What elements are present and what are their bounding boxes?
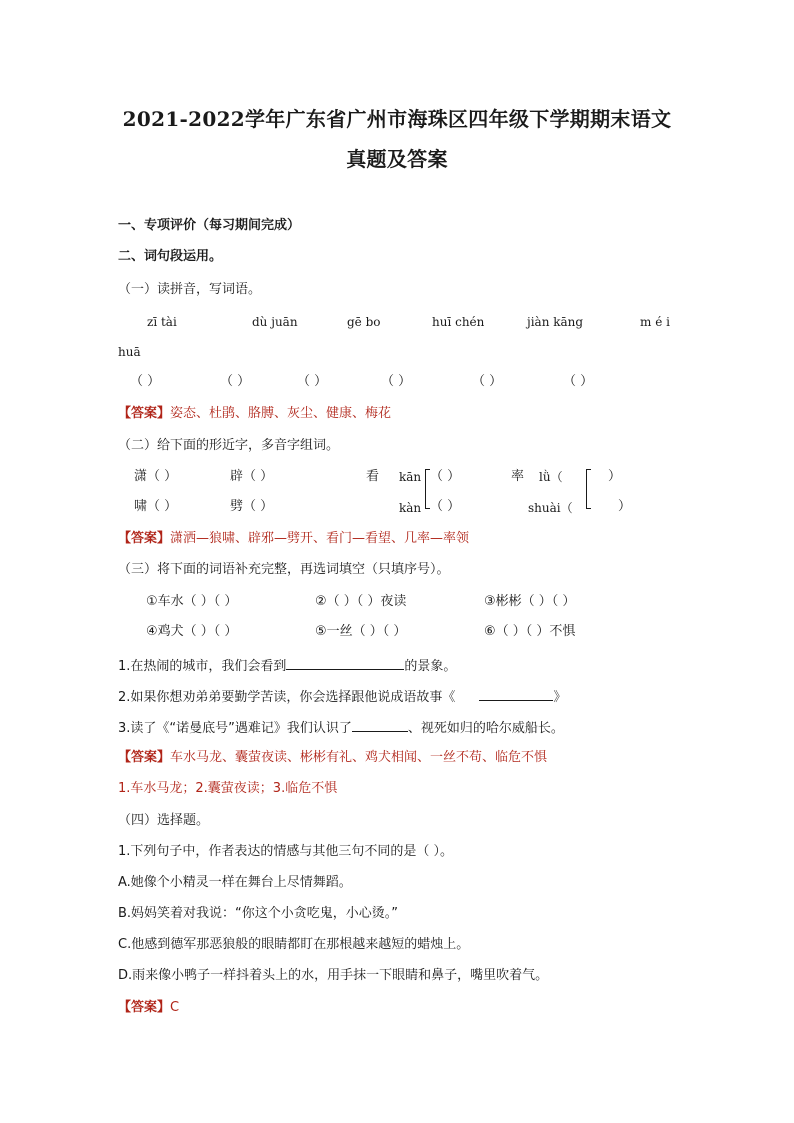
q3-item-1: ①车水（ ）（ ） <box>146 594 238 609</box>
q2-row2-item1: 啸（ ） <box>134 499 178 514</box>
q3-item-3: ③彬彬（ ）（ ） <box>484 594 576 609</box>
q3-s3-blank <box>352 717 408 732</box>
q3-answer <box>118 749 547 767</box>
q1-blank-5: （ ） <box>472 374 503 389</box>
q1-answer <box>118 405 391 423</box>
q1-blank-2: （ ） <box>220 374 251 389</box>
answer-tag: 【答案】 <box>118 750 171 765</box>
q2-kan-blank-1: （ ） <box>430 469 461 484</box>
q3-sentence-3 <box>118 717 564 738</box>
q1-blank-6: （ ） <box>563 374 594 389</box>
q2-lv-pinyin-2: shuài（ <box>528 501 573 515</box>
q1-pinyin-5: jiàn kāng <box>527 315 584 329</box>
q2-row1-item1: 潇（ ） <box>134 469 178 484</box>
q1-blank-3: （ ） <box>297 374 328 389</box>
q3-sentence-2 <box>118 686 566 707</box>
q1-pinyin-2: dù juān <box>252 315 298 329</box>
q4-option-c: C.他感到德军那恶狼般的眼睛都盯在那根越来越短的蜡烛上。 <box>118 937 470 952</box>
q3-item-4: ④鸡犬（ ）（ ） <box>146 624 238 639</box>
q1-heading: （一）读拼音，写词语。 <box>118 282 262 297</box>
q2-kan-blank-2: （ ） <box>430 499 461 514</box>
answer-tag: 【答案】 <box>118 406 171 421</box>
q3-item-2: ②（ ）（ ）夜读 <box>315 594 407 609</box>
section-2-heading: 二、词句段运用。 <box>118 249 223 264</box>
q4-question: 1.下列句子中，作者表达的情感与其他三句不同的是（ ）。 <box>118 844 454 859</box>
q3-item-5: ⑤一丝（ ）（ ） <box>315 624 407 639</box>
q1-answer-text: 姿态、杜鹃、胳膊、灰尘、健康、梅花 <box>170 406 392 421</box>
q4-answer <box>118 999 179 1017</box>
q3-s3-prefix: 3.读了《“诺曼底号”遇难记》我们认识了 <box>118 721 352 736</box>
q2-answer <box>118 530 469 548</box>
doc-title-line2: 真题及答案 <box>346 147 448 171</box>
q3-s1-prefix: 1.在热闹的城市，我们会看到 <box>118 659 287 674</box>
q3-s1-suffix: 的景象。 <box>404 659 457 674</box>
section-1-heading: 一、专项评价（每习期间完成） <box>118 218 301 233</box>
q3-s1-blank <box>286 655 404 670</box>
q1-pinyin-6: m é i <box>640 315 670 329</box>
q3-s2-suffix: 》 <box>553 690 567 705</box>
q3-heading: （三）将下面的词语补充完整，再选词填空（只填序号）。 <box>118 562 450 577</box>
q1-pinyin-3: gē bo <box>347 315 381 329</box>
q1-pinyin-6-wrap: huā <box>118 345 141 359</box>
q2-lv-blank-2-close: ） <box>618 499 632 514</box>
q2-lv-pinyin-1: lǜ（ <box>539 470 563 484</box>
answer-tag: 【答案】 <box>118 531 171 546</box>
q2-lv-char: 率 <box>511 469 525 484</box>
q2-kan-pinyin-1: kān <box>399 470 422 484</box>
q2-answer-text: 潇洒—狼啸、辟邪—劈开、看门—看望、几率—率领 <box>170 531 470 546</box>
q3-s2-prefix: 2.如果你想劝弟弟要勤学苦读，你会选择跟他说成语故事《 <box>118 690 456 705</box>
q3-item-6: ⑥（ ）（ ）不惧 <box>484 624 576 639</box>
q2-kan-char: 看 <box>366 469 380 484</box>
q2-kan-pinyin-2: kàn <box>399 501 422 515</box>
q4-option-a: A.她像个小精灵一样在舞台上尽情舞蹈。 <box>118 875 352 890</box>
q2-row2-item2: 劈（ ） <box>230 499 274 514</box>
q3-s2-blank <box>479 686 553 701</box>
q4-option-b: B.妈妈笑着对我说：“你这个小贪吃鬼，小心烫。” <box>118 906 399 921</box>
q2-lv-brace <box>586 469 591 509</box>
q1-pinyin-4: huī chén <box>432 315 485 329</box>
q3-answer-2: 1.车水马龙；2.囊萤夜读；3.临危不惧 <box>118 781 338 796</box>
q3-s3-suffix: 、视死如归的哈尔威船长。 <box>407 721 564 736</box>
q4-heading: （四）选择题。 <box>118 813 210 828</box>
q1-pinyin-1: zī tài <box>147 315 177 329</box>
answer-tag: 【答案】 <box>118 1000 171 1015</box>
q1-blank-1: （ ） <box>130 374 161 389</box>
q3-sentence-1 <box>118 655 456 676</box>
q2-lv-blank-1-close: ） <box>608 469 622 484</box>
q2-heading: （二）给下面的形近字，多音字组词。 <box>118 438 340 453</box>
q4-option-d: D.雨来像小鸭子一样抖着头上的水，用手抹一下眼睛和鼻子，嘴里吹着气。 <box>118 968 549 983</box>
q1-blank-4: （ ） <box>381 374 412 389</box>
q3-answer-text: 车水马龙、囊萤夜读、彬彬有礼、鸡犬相闻、一丝不苟、临危不惧 <box>170 750 548 765</box>
q2-row1-item2: 辟（ ） <box>230 469 274 484</box>
doc-title-line1: 2021-2022学年广东省广州市海珠区四年级下学期期末语文 <box>122 107 672 131</box>
q4-answer-text: C <box>170 1000 180 1015</box>
